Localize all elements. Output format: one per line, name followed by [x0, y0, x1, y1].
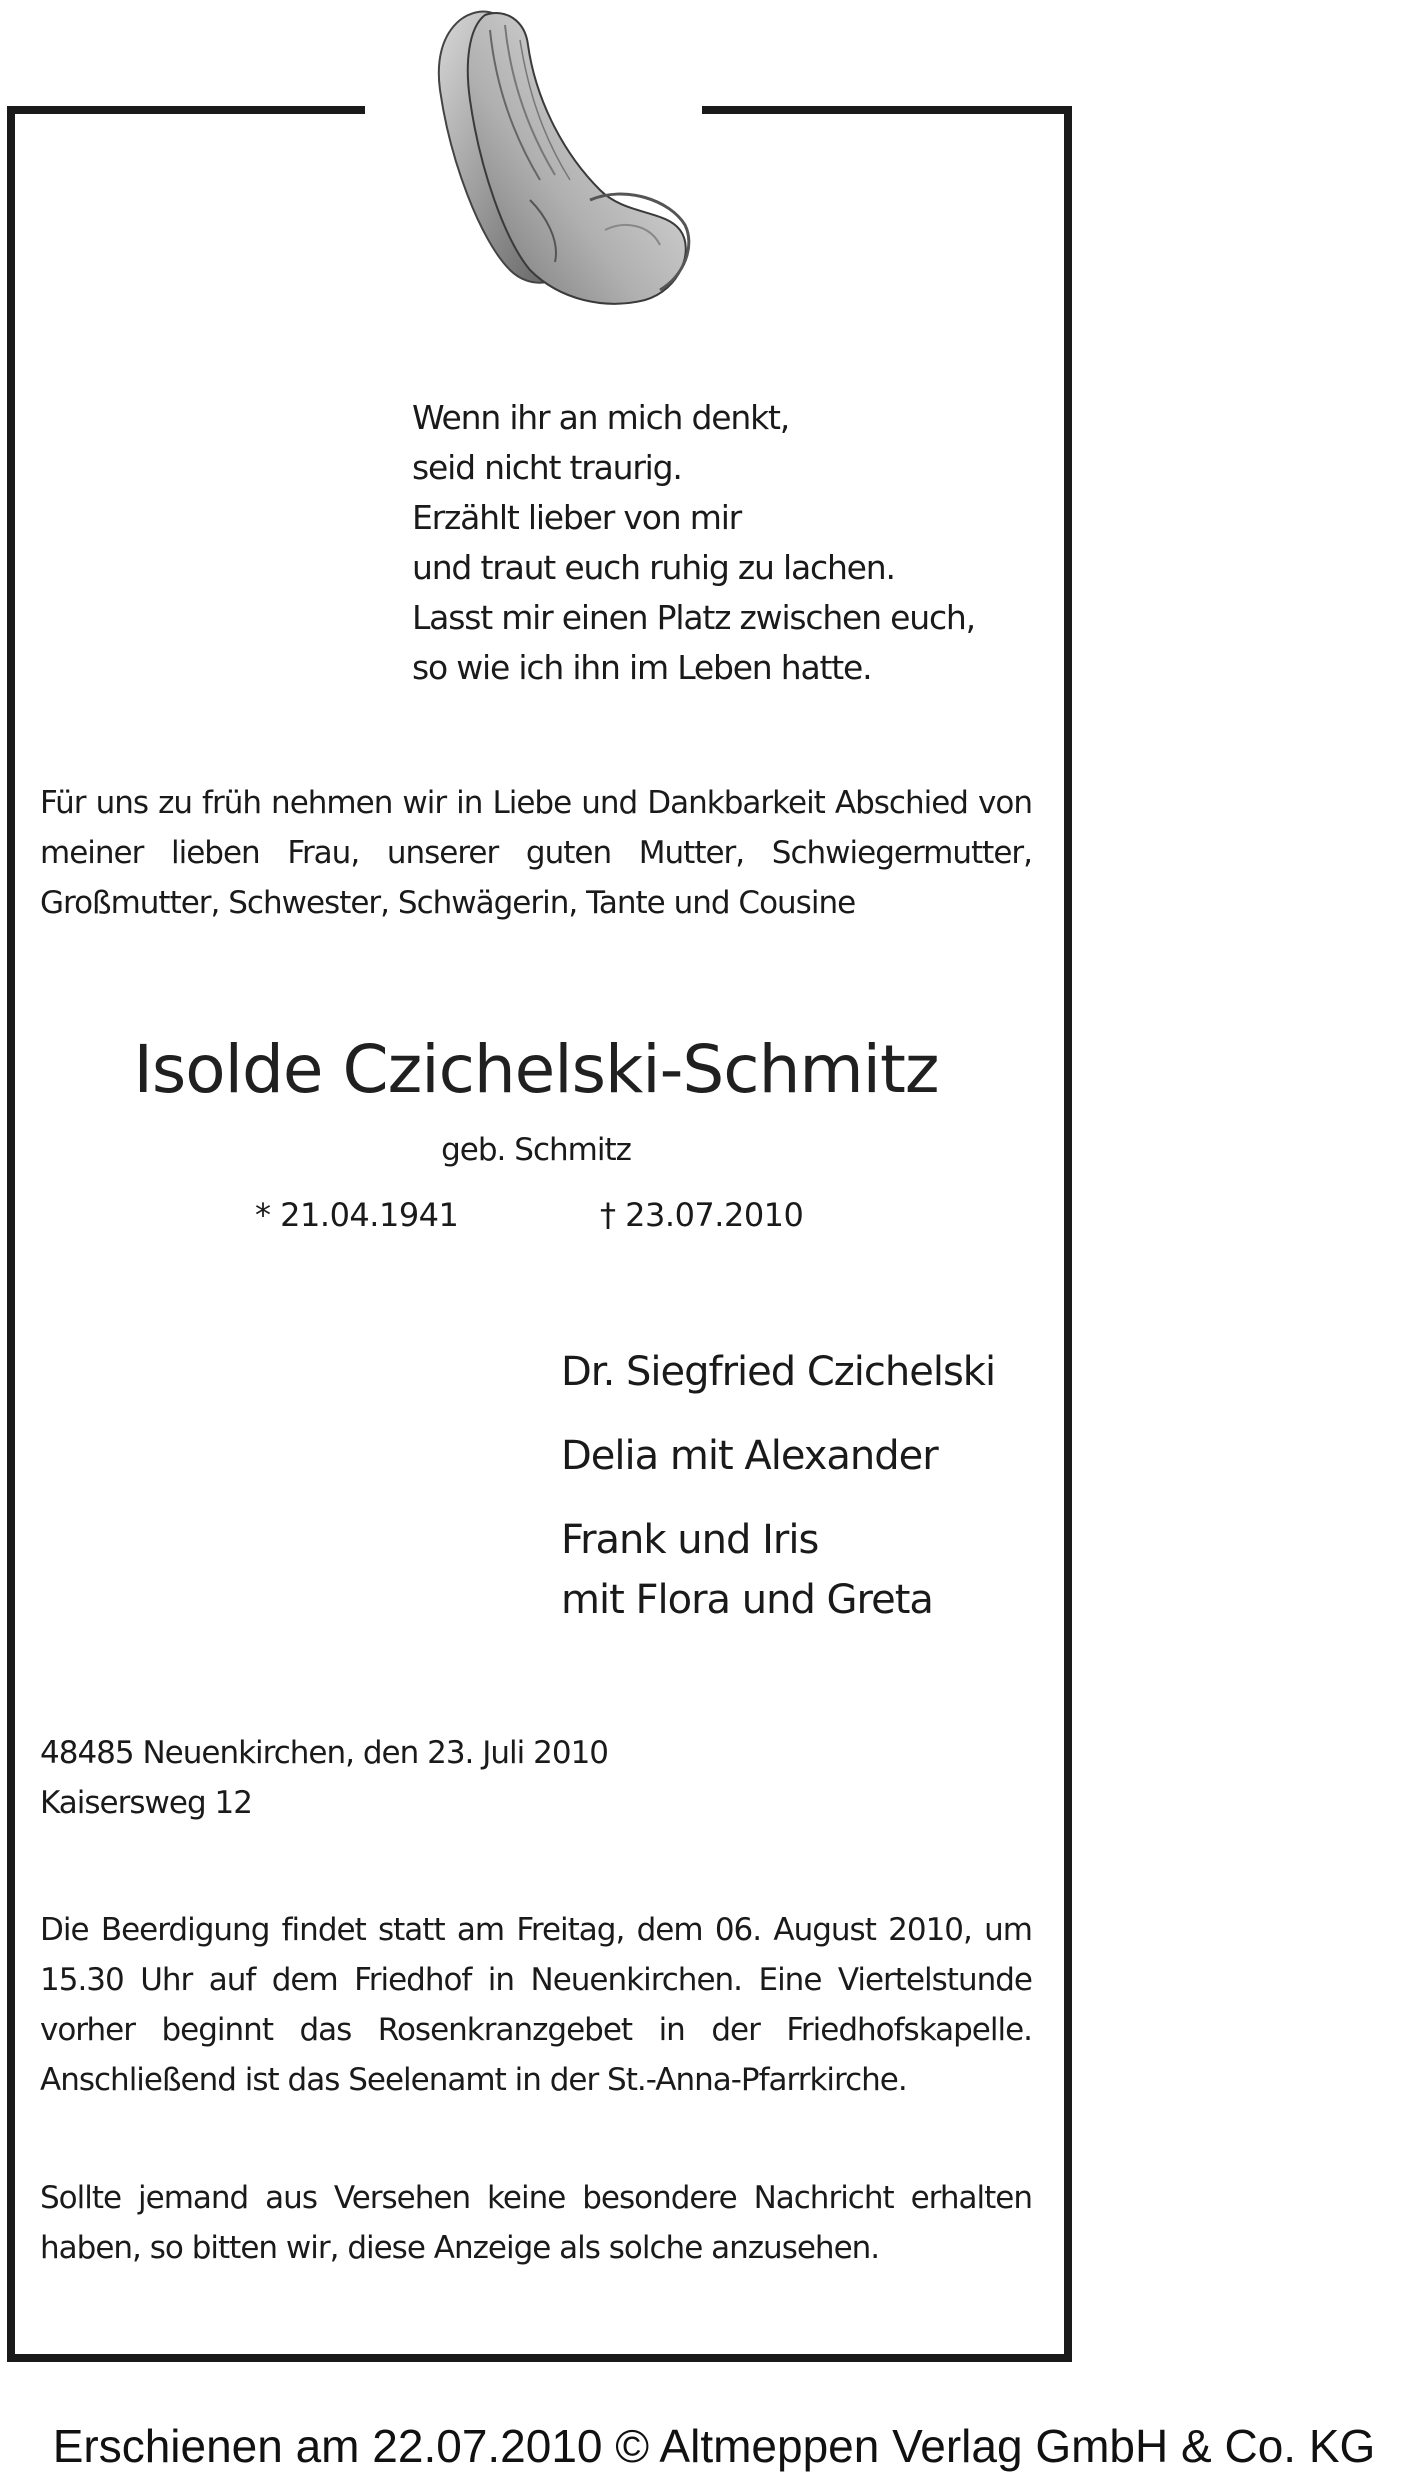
poem-line: und traut euch ruhig zu lachen.: [412, 548, 895, 587]
publication-footer: Erschienen am 22.07.2010 © Altmeppen Verlag GmbH & Co. KG: [52, 2420, 1376, 2472]
mourner-name: mit Flora und Greta: [561, 1577, 933, 1623]
mourner-name: Dr. Siegfried Czichelski: [561, 1349, 996, 1395]
place-date: [40, 1728, 608, 1828]
frame-left-border: [7, 106, 15, 2362]
birth-date: * 21.04.1941: [255, 1196, 459, 1234]
frame-top-left-border: [7, 106, 365, 114]
intro-text: Für uns zu früh nehmen wir in Liebe und Dankbarkeit Abschied von meiner lieben Frau, unserer guten Mutter, Schwiegermutter, Großmutter, Schwester, Schwägerin, Tante und Cousine: [40, 785, 1032, 921]
place-date-line: 48485 Neuenkirchen, den 23. Juli 2010: [40, 1735, 609, 1771]
mourners-list: [561, 1342, 1061, 1630]
frame-right-border: [1064, 106, 1072, 2362]
mourner-name: Delia mit Alexander: [561, 1433, 938, 1479]
praying-hands-icon: [410, 0, 710, 320]
mourner-name: Frank und Iris: [561, 1517, 819, 1563]
poem-line: Lasst mir einen Platz zwischen euch,: [412, 598, 975, 637]
poem: [412, 393, 1052, 693]
address-line: Kaisersweg 12: [40, 1785, 252, 1821]
deceased-name: Isolde Czichelski-Schmitz: [133, 1031, 939, 1108]
funeral-details: Die Beerdigung findet statt am Freitag, dem 06. August 2010, um 15.30 Uhr auf dem Friedhof in Neuenkirchen. Eine Viertelstunde vorher beginnt das Rosenkranzgebet in der Friedhofskapelle. Anschließend ist das Seelenamt in der St.-Anna-Pfarrkirche.: [40, 1912, 1032, 2098]
death-date: † 23.07.2010: [600, 1196, 804, 1234]
poem-line: Erzählt lieber von mir: [412, 498, 742, 537]
poem-line: Wenn ihr an mich denkt,: [412, 398, 790, 437]
maiden-name: geb. Schmitz: [441, 1132, 631, 1168]
frame-bottom-border: [7, 2354, 1072, 2362]
poem-line: seid nicht traurig.: [412, 448, 682, 487]
poem-line: so wie ich ihn im Leben hatte.: [412, 648, 872, 687]
notice-text: Sollte jemand aus Versehen keine besondere Nachricht erhalten haben, so bitten wir, diese Anzeige als solche anzusehen.: [40, 2180, 1032, 2266]
frame-top-right-border: [702, 106, 1072, 114]
